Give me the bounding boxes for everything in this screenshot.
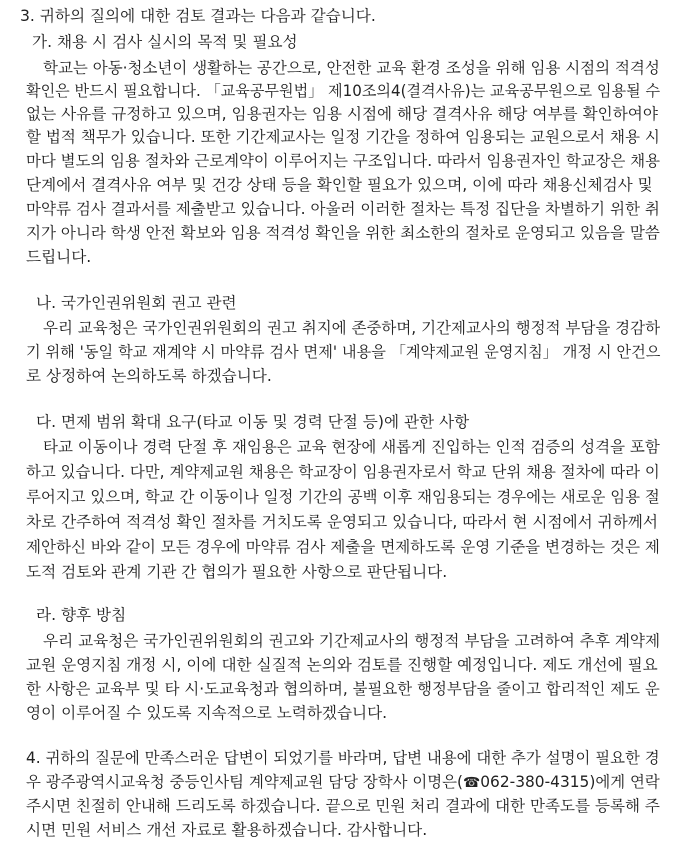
paragraph-line: 확인은 반드시 필요합니다. 「교육공무원법」 제10조의4(결격사유)는 교육공무원으로 임용될 수	[26, 82, 661, 100]
subsection-da-title: 다. 면제 범위 확대 요구(타교 이동 및 경력 단절 등)에 관한 사항	[36, 413, 470, 431]
phone-icon: ☎	[463, 775, 481, 791]
contact-text: 우 광주광역시교육청 중등인사팀 계약제교원 담당 장학사 이명은(	[26, 773, 464, 791]
paragraph-line: 교원 운영지침 개정 시, 이에 대한 실질적 논의와 검토를 진행할 예정입니다. 제도 개선에 필요	[26, 656, 658, 674]
paragraph-line: 루어지고 있으며, 학교 간 이동이나 일정 기간의 공백 이후 재임용되는 경우에는 새로운 임용 절	[26, 488, 660, 506]
paragraph-line: 할 법적 책무가 있습니다. 또한 기간제교사는 일정 기간을 정하여 임용되는 교원으로서 채용 시	[26, 128, 660, 146]
paragraph-line: 우리 교육청은 국가인권위원회의 권고와 기간제교사의 행정적 부담을 고려하여 추후 계약제	[43, 632, 661, 650]
section-4-contact-line	[26, 771, 660, 793]
section-4-line: 4. 귀하의 질문에 만족스러운 답변이 되었기를 바라며, 답변 내용에 대한 추가 설명이 필요한 경	[26, 749, 660, 767]
paragraph-line: 로 상정하여 논의하도록 하겠습니다.	[26, 367, 272, 385]
paragraph-line: 없는 사유를 규정하고 있으며, 임용권자는 임용 시점에 해당 결격사유 해당 여부를 확인하여야	[26, 105, 658, 123]
phone-number: 062-380-4315)에게 연락	[480, 773, 660, 791]
paragraph-line: 드립니다.	[26, 248, 92, 266]
paragraph-line: 한 사항은 교육부 및 타 시·도교육청과 협의하며, 불필요한 행정부담을 줄이고 합리적인 제도 운	[26, 680, 660, 698]
paragraph-line: 제안하신 바와 같이 모든 경우에 마약류 검사 제출을 면제하도록 운영 기준을 변경하는 것은 제	[26, 538, 660, 556]
paragraph-line: 차로 간주하여 적격성 확인 절차를 거치도록 운영되고 있습니다, 따라서 현 시점에서 귀하께서	[26, 513, 658, 531]
subsection-ra-title: 라. 향후 방침	[36, 606, 127, 624]
paragraph-line: 하고 있습니다. 다만, 계약제교원 채용은 학교장이 임용권자로서 학교 단위 채용 절차에 따라 이	[26, 463, 660, 481]
paragraph-line: 지가 아니라 학생 안전 확보와 임용 적격성 확인을 위한 최소한의 절차로 운영되고 있음을 말씀	[26, 224, 660, 242]
paragraph-line: 타교 이동이나 경력 단절 후 재임용은 교육 현장에 새롭게 진입하는 인적 검증의 성격을 포함	[43, 438, 660, 456]
subsection-ga-title: 가. 채용 시 검사 실시의 목적 및 필요성	[32, 33, 298, 51]
paragraph-line: 영이 이루어질 수 있도록 지속적으로 노력하겠습니다.	[26, 704, 388, 722]
paragraph-line: 도적 검토와 관계 기관 간 협의가 필요한 사항으로 판단됩니다.	[26, 563, 448, 581]
paragraph-line: 우리 교육청은 국가인권위원회의 권고 취지에 존중하며, 기간제교사의 행정적 부담을 경감하	[43, 319, 661, 337]
section-3-heading: 3. 귀하의 질의에 대한 검토 결과는 다음과 같습니다.	[20, 7, 376, 25]
paragraph-line: 기 위해 '동일 학교 재계약 시 마약류 검사 면제' 내용을 「계약제교원 운영지침」 개정 시 안건으	[26, 343, 661, 361]
section-4-line: 주시면 친절히 안내해 드리도록 하겠습니다. 끝으로 민원 처리 결과에 대한 만족도를 등록해 주	[26, 797, 660, 815]
paragraph-line: 마약류 검사 결과서를 제출받고 있습니다. 아울러 이러한 절차는 특정 집단을 차별하기 위한 취	[26, 200, 660, 218]
paragraph-line: 마다 별도의 임용 절차와 근로계약이 이루어지는 구조입니다. 따라서 임용권자인 학교장은 채용	[26, 152, 660, 170]
subsection-na-title: 나. 국가인권위원회 권고 관련	[36, 294, 237, 312]
section-4-line: 시면 민원 서비스 개선 자료로 활용하겠습니다. 감사합니다.	[26, 821, 428, 839]
paragraph-line: 학교는 아동·청소년이 생활하는 공간으로, 안전한 교육 환경 조성을 위해 임용 시점의 적격성	[43, 59, 660, 77]
paragraph-line: 단계에서 결격사유 여부 및 건강 상태 등을 확인할 필요가 있으며, 이에 따라 채용신체검사 및	[26, 176, 653, 194]
